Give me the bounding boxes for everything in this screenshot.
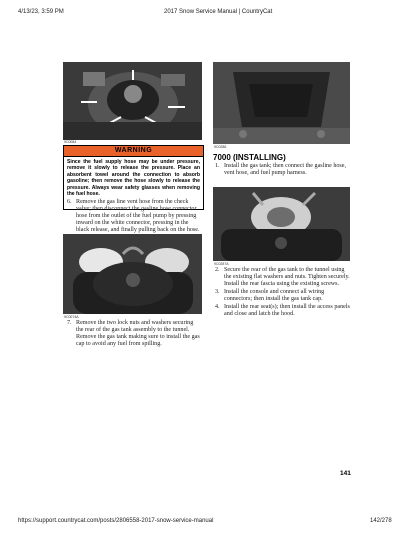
step-right-4 [215,304,350,318]
step-text: Secure the rear of the gas tank to the tunnel using the existing flat washers and nuts. Tighten securely. Install the rear fascia using the existing screws. [224,267,350,287]
step-number: 7. [67,320,72,326]
print-timestamp: 4/13/23, 3:59 PM [18,9,64,15]
step-left-6 [67,199,201,234]
print-url: https://support.countrycat.com/posts/2806558-2017-snow-service-manual [18,518,214,524]
step-right-3 [215,289,350,303]
figure-caption-1: 9C0084 [64,140,77,144]
figure-caption-3: 9C0074A [64,315,79,319]
step-right-2 [215,267,350,288]
step-number: 1. [215,163,220,169]
print-page-count: 142/278 [370,518,392,524]
step-number: 2. [215,267,220,273]
step-text: Install the gas tank; then connect the gasline hose, vent hose, and fuel pump harness. [224,163,347,176]
section-title: 7000 (INSTALLING) [213,153,286,162]
warning-title: WARNING [64,146,203,157]
step-number: 6. [67,199,72,205]
step-text: Install the console and connect all wiring connectors; then install the gas tank cap. [224,289,325,302]
step-number: 3. [215,289,220,295]
photo-gas-tank-right [213,187,350,261]
warning-text: Since the fuel supply hose may be under pressure, remove it slowly to release the pressure. Place an absorbent towel around the connection to absorb gasoline; then remove the hose slowly to release the pressure. Always wear safety glasses when removing the fuel hose. [67,159,200,198]
photo-fuel-pump-top [63,62,202,140]
step-number: 4. [215,304,220,310]
photo-tunnel-top [213,62,350,144]
photo-gas-tank-left [63,234,202,314]
figure-caption-4: 9C0287A [214,262,229,266]
page-number: 141 [340,470,351,477]
step-text: Remove the gas line vent hose from the check valve; then disconnect the gasline hose connector hose from the outlet of the fuel pump by pressing inward on the white connector, pressing in the black release, and finally pulling back on the hose. [76,199,200,233]
step-text: Install the rear seat(s); then install the access panels and close and latch the hood. [224,304,350,317]
step-right-1 [215,163,350,177]
step-left-7 [67,320,201,348]
figure-caption-2: 9C0286 [214,145,227,149]
print-page-title: 2017 Snow Service Manual | CountryCat [164,9,273,15]
step-text: Remove the two lock nuts and washers securing the rear of the gas tank assembly to the tunnel. Remove the gas tank making sure to install the gas cap to avoid any fuel from spilling. [76,320,200,347]
